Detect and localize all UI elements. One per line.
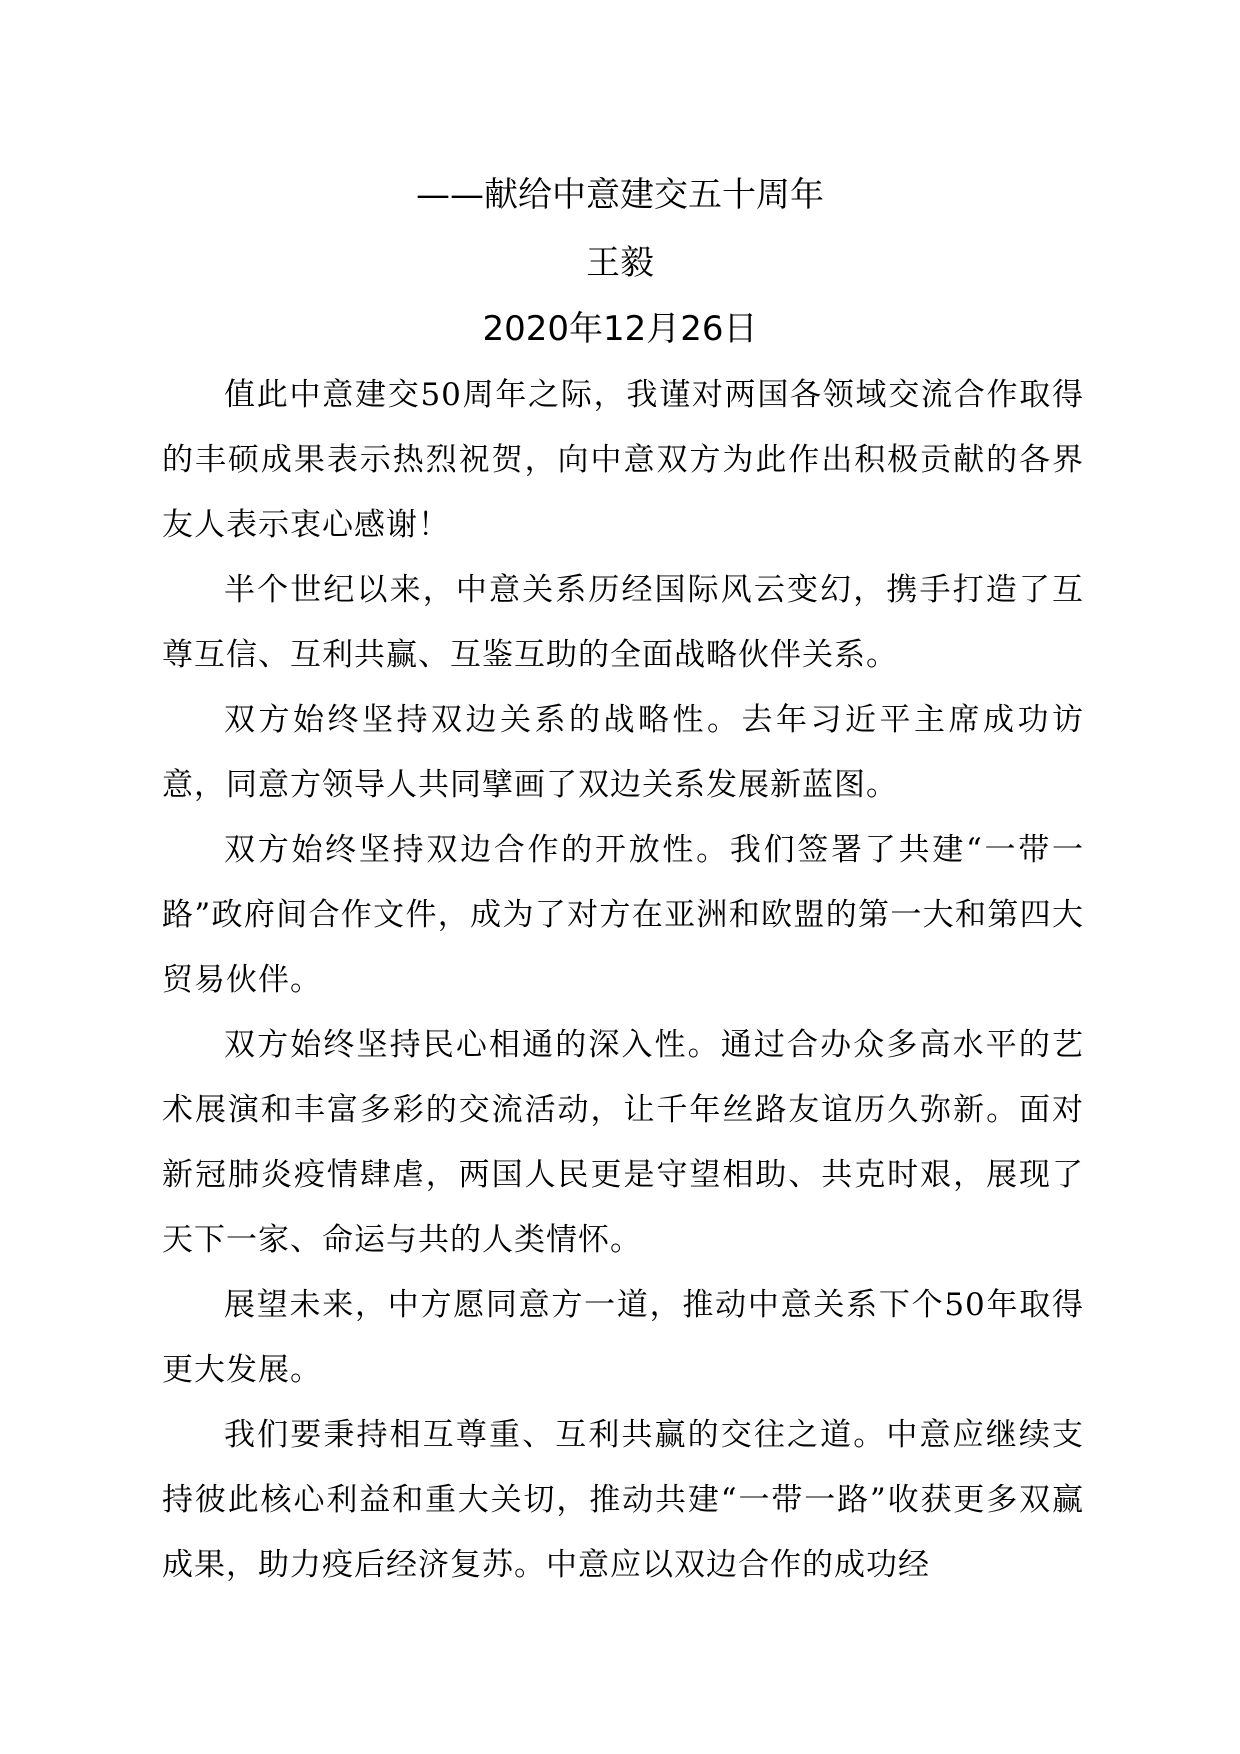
paragraph: 双方始终坚持双边关系的战略性。去年习近平主席成功访意，同意方领导人共同擘画了双边关系发展新蓝图。 bbox=[162, 702, 1084, 803]
publication-date: 2020年12月26日 bbox=[482, 309, 758, 349]
paragraph: 双方始终坚持双边合作的开放性。我们签署了共建“一带一路”政府间合作文件，成为了对方在亚洲和欧盟的第一大和第四大贸易伙伴。 bbox=[162, 832, 1084, 998]
author-name: 王毅 bbox=[586, 243, 654, 283]
article-body bbox=[162, 363, 1084, 1598]
paragraph: 值此中意建交50周年之际，我谨对两国各领域交流合作取得的丰硕成果表示热烈祝贺，向中意双方为此作出积极贡献的各界友人表示衷心感谢！ bbox=[162, 377, 1084, 543]
paragraph: 双方始终坚持民心相通的深入性。通过合办众多高水平的艺术展演和丰富多彩的交流活动，让千年丝路友谊历久弥新。面对新冠肺炎疫情肆虐，两国人民更是守望相助、共克时艰，展现了天下一家、命运与共的人类情怀。 bbox=[162, 1027, 1084, 1258]
paragraph: 半个世纪以来，中意关系历经国际风云变幻，携手打造了互尊互信、互利共赢、互鉴互助的全面战略伙伴关系。 bbox=[162, 572, 1084, 673]
paragraph: 我们要秉持相互尊重、互利共赢的交往之道。中意应继续支持彼此核心利益和重大关切，推动共建“一带一路”收获更多双赢成果，助力疫后经济复苏。中意应以双边合作的成功经 bbox=[162, 1417, 1084, 1583]
document-subtitle: ——献给中意建交五十周年 bbox=[416, 175, 824, 215]
paragraph: 展望未来，中方愿同意方一道，推动中意关系下个50年取得更大发展。 bbox=[162, 1287, 1084, 1388]
